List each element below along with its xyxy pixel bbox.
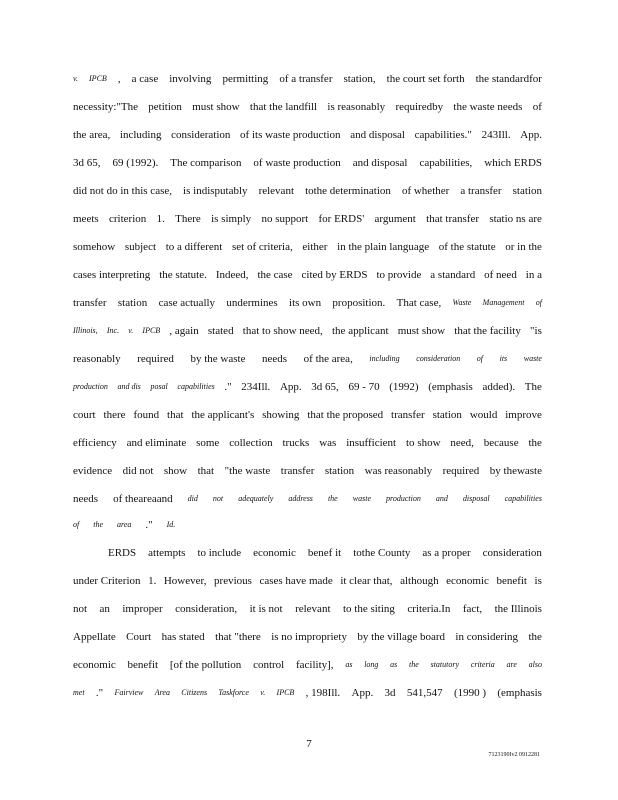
text-segment: of the statute xyxy=(438,241,496,253)
text-segment: of waste production xyxy=(253,157,341,169)
text-segment: ERDS xyxy=(108,547,137,559)
text-segment: it clear that, xyxy=(340,575,393,587)
text-segment: stated xyxy=(207,325,234,337)
text-segment: to the siting xyxy=(342,603,395,615)
text-segment: in considering xyxy=(455,631,519,643)
text-segment: Inc. xyxy=(106,326,120,335)
text-segment: because xyxy=(483,437,519,449)
text-segment: it is not xyxy=(249,603,283,615)
text-segment: that to show need, xyxy=(242,325,323,337)
text-segment: station, xyxy=(343,73,376,85)
text-segment: must show xyxy=(397,325,446,337)
text-segment: the xyxy=(528,631,542,643)
text-segment: (emphasis xyxy=(497,687,542,699)
text-line xyxy=(73,296,542,310)
text-segment: ." xyxy=(145,519,153,531)
text-segment: posal xyxy=(150,382,168,391)
document-id: 7123190Iv2 0912281 xyxy=(488,752,540,758)
text-line xyxy=(73,380,542,394)
text-segment: relevant xyxy=(258,185,295,197)
text-segment: somehow xyxy=(73,241,116,253)
text-segment: by the village board xyxy=(357,631,446,643)
text-segment: previous xyxy=(214,575,252,587)
text-segment: involving xyxy=(169,73,212,85)
text-segment: that xyxy=(167,409,184,421)
text-segment: that the landfill xyxy=(249,101,318,113)
text-line xyxy=(108,546,542,560)
text-segment: was reasonably xyxy=(364,465,433,477)
text-segment: capabilities." xyxy=(414,129,472,141)
text-line xyxy=(73,268,542,282)
text-line xyxy=(73,630,542,644)
text-segment: and eliminate xyxy=(126,437,187,449)
text-segment: v. xyxy=(128,326,134,335)
text-segment: "is xyxy=(530,325,542,337)
text-segment: the case xyxy=(257,269,293,281)
text-segment: and disposal xyxy=(352,157,408,169)
text-segment: relevant xyxy=(295,603,331,615)
text-line xyxy=(73,72,542,86)
text-segment: , again xyxy=(169,325,199,337)
text-segment: capabilities, xyxy=(419,157,473,169)
text-segment: petition xyxy=(148,101,182,113)
text-segment: is reasonably xyxy=(327,101,386,113)
text-segment: must show xyxy=(192,101,240,113)
text-segment: cases have made xyxy=(259,575,333,587)
text-line xyxy=(73,658,542,672)
text-segment: and disposal xyxy=(350,129,405,141)
text-segment: transfer xyxy=(391,409,425,421)
text-segment: the court set forth xyxy=(386,73,465,85)
text-segment: in a xyxy=(525,269,542,281)
text-segment: 3d 65, xyxy=(311,381,339,393)
text-segment: benef it xyxy=(307,547,342,559)
text-segment: show xyxy=(163,465,188,477)
text-segment: statutory xyxy=(430,660,460,669)
text-segment: a transfer xyxy=(460,185,502,197)
text-segment: subject xyxy=(124,241,157,253)
text-segment: (1990 ) xyxy=(453,687,487,699)
text-segment: station xyxy=(512,185,542,197)
text-segment: as xyxy=(345,660,353,669)
text-segment: the xyxy=(409,660,419,669)
text-segment: tothe County xyxy=(353,547,411,559)
text-segment: attempts xyxy=(148,547,186,559)
text-segment: by the waste xyxy=(190,353,246,365)
text-segment: That case, xyxy=(396,297,442,309)
text-segment: its xyxy=(499,354,508,363)
text-segment: the xyxy=(528,437,542,449)
text-segment: consideration, xyxy=(175,603,238,615)
text-segment: of need xyxy=(484,269,517,281)
text-segment: added). xyxy=(482,381,516,393)
text-segment: waste xyxy=(352,494,371,503)
text-segment: its own xyxy=(289,297,322,309)
text-segment: of the area, xyxy=(303,353,353,365)
text-segment: [of the pollution xyxy=(169,659,242,671)
text-segment: waste xyxy=(523,354,542,363)
text-segment: as xyxy=(390,660,398,669)
text-segment: although xyxy=(400,575,439,587)
text-segment: insufficient xyxy=(346,437,397,449)
text-segment: economic xyxy=(446,575,489,587)
text-line xyxy=(73,324,542,338)
text-segment: There xyxy=(175,213,201,225)
text-segment: a case xyxy=(131,73,159,85)
text-segment: of whether xyxy=(401,185,450,197)
text-segment: Citizens xyxy=(181,688,208,697)
text-segment: improper xyxy=(122,603,163,615)
text-segment: court xyxy=(73,409,96,421)
text-segment: criteria.In xyxy=(407,603,451,615)
text-segment: 1. xyxy=(156,213,165,225)
text-segment: the xyxy=(93,520,104,529)
text-segment: App. xyxy=(279,381,302,393)
text-segment: of xyxy=(535,298,542,307)
text-segment: that "there xyxy=(215,631,261,643)
text-segment: cases interpreting xyxy=(73,269,151,281)
text-segment: 3d xyxy=(384,687,396,699)
text-line xyxy=(73,436,542,450)
text-segment: or in the xyxy=(505,241,542,253)
text-segment: that transfer xyxy=(426,213,480,225)
text-segment: IPCB xyxy=(89,74,107,83)
text-segment: of its waste production xyxy=(240,129,341,141)
text-segment: including xyxy=(369,354,400,363)
text-segment: tothe determination xyxy=(305,185,391,197)
text-segment: Fairview xyxy=(114,688,144,697)
text-segment: Area xyxy=(154,688,170,697)
text-segment: would xyxy=(469,409,498,421)
text-segment: a standard xyxy=(430,269,476,281)
text-segment: need, xyxy=(450,437,474,449)
text-segment: to show xyxy=(405,437,441,449)
text-segment: did not do in this case, xyxy=(73,185,172,197)
text-segment: (emphasis xyxy=(428,381,473,393)
text-segment: Illinois, xyxy=(73,326,98,335)
text-segment: has stated xyxy=(161,631,205,643)
text-segment: Waste xyxy=(452,298,472,307)
text-segment: of xyxy=(532,101,542,113)
text-segment: meets xyxy=(73,213,99,225)
text-segment: necessity:"The xyxy=(73,101,138,113)
text-segment: either xyxy=(302,241,328,253)
text-segment: is simply xyxy=(211,213,252,225)
text-segment: trucks xyxy=(282,437,310,449)
text-segment: and xyxy=(435,494,448,503)
text-segment: station xyxy=(432,409,462,421)
text-segment: criterion xyxy=(108,213,147,225)
text-segment: argument xyxy=(374,213,416,225)
text-segment: However, xyxy=(163,575,207,587)
text-segment: 1. xyxy=(148,575,157,587)
text-segment: Management xyxy=(482,298,525,307)
text-segment: to a different xyxy=(165,241,223,253)
text-segment: economic xyxy=(73,659,116,671)
text-segment: there xyxy=(103,409,126,421)
text-segment: is indisputably xyxy=(183,185,248,197)
text-segment: set of criteria, xyxy=(231,241,293,253)
text-segment: economic xyxy=(253,547,296,559)
text-segment: efficiency xyxy=(73,437,117,449)
text-segment: which ERDS xyxy=(484,157,542,169)
text-segment: consideration xyxy=(416,354,461,363)
text-line xyxy=(73,518,542,532)
text-segment: production xyxy=(73,382,108,391)
text-segment: and dis xyxy=(117,382,141,391)
text-segment: by thewaste xyxy=(489,465,542,477)
text-segment: Court xyxy=(126,631,152,643)
text-segment: IPCB xyxy=(276,688,295,697)
text-segment: statio ns are xyxy=(489,213,542,225)
text-segment: of xyxy=(476,354,484,363)
text-line xyxy=(73,352,542,366)
text-segment: the xyxy=(327,494,338,503)
text-line xyxy=(73,492,542,506)
text-segment: , xyxy=(117,73,121,85)
text-segment: disposal xyxy=(462,494,490,503)
text-segment: fact, xyxy=(462,603,483,615)
text-segment: to include xyxy=(197,547,242,559)
text-segment: collection xyxy=(229,437,273,449)
text-segment: Taskforce xyxy=(218,688,249,697)
text-segment: v. xyxy=(260,688,266,697)
text-segment: of xyxy=(73,520,80,529)
text-segment: the waste needs xyxy=(453,101,523,113)
text-segment: area xyxy=(117,520,132,529)
text-segment: found xyxy=(133,409,160,421)
text-segment: case actually xyxy=(158,297,216,309)
text-segment: ." xyxy=(224,381,232,393)
text-line xyxy=(73,100,542,114)
text-segment: 3d 65, xyxy=(73,157,101,169)
text-line xyxy=(73,240,542,254)
text-segment: needs xyxy=(262,353,288,365)
text-line xyxy=(73,128,542,142)
text-segment: facility], xyxy=(295,659,334,671)
text-segment: that the facility xyxy=(454,325,521,337)
text-segment: for ERDS' xyxy=(318,213,365,225)
text-segment: are xyxy=(506,660,517,669)
text-segment: including xyxy=(119,129,162,141)
text-segment: capabilities xyxy=(177,382,215,391)
text-segment: address xyxy=(288,494,313,503)
text-segment: benefit xyxy=(496,575,527,587)
text-segment: required xyxy=(442,465,480,477)
text-segment: ." xyxy=(95,687,104,699)
text-segment: the statute. xyxy=(159,269,207,281)
text-segment: App. xyxy=(520,129,542,141)
text-segment: long xyxy=(364,660,379,669)
text-segment: under Criterion xyxy=(73,575,141,587)
page-number: 7 xyxy=(306,738,312,750)
text-segment: adequately xyxy=(238,494,274,503)
text-line xyxy=(73,464,542,478)
text-segment: is xyxy=(534,575,542,587)
text-segment: station xyxy=(324,465,355,477)
text-segment: The xyxy=(524,381,542,393)
text-segment: 234Ill. xyxy=(241,381,271,393)
text-segment: is no impropriety xyxy=(271,631,347,643)
text-segment: consideration xyxy=(171,129,231,141)
text-segment: The comparison xyxy=(170,157,242,169)
text-segment: IPCB xyxy=(142,326,161,335)
text-segment: 69 (1992). xyxy=(112,157,159,169)
text-segment: capabilities xyxy=(504,494,542,503)
text-segment: did xyxy=(187,494,198,503)
text-segment: no support xyxy=(261,213,309,225)
text-segment: , 198Ill. xyxy=(305,687,341,699)
text-segment: Appellate xyxy=(73,631,116,643)
text-segment: 69 - 70 xyxy=(348,381,380,393)
text-segment: production xyxy=(386,494,421,503)
text-segment: as a proper xyxy=(422,547,471,559)
text-segment: station xyxy=(117,297,148,309)
text-segment: Id. xyxy=(166,520,176,529)
text-segment: proposition. xyxy=(332,297,386,309)
text-segment: that the proposed xyxy=(307,409,384,421)
text-segment: to provide xyxy=(376,269,422,281)
text-segment: did not xyxy=(122,465,154,477)
text-segment: (1992) xyxy=(389,381,419,393)
text-segment: evidence xyxy=(73,465,113,477)
text-segment: the area, xyxy=(73,129,111,141)
text-segment: was xyxy=(319,437,337,449)
text-segment: benefit xyxy=(127,659,159,671)
text-segment: also xyxy=(528,660,542,669)
text-segment: permitting xyxy=(222,73,269,85)
text-segment: the applicant xyxy=(332,325,389,337)
text-segment: "the waste xyxy=(224,465,271,477)
text-segment: App. xyxy=(351,687,374,699)
text-segment: improve xyxy=(505,409,542,421)
text-segment: that xyxy=(197,465,215,477)
text-segment: v. xyxy=(73,74,78,83)
text-line xyxy=(73,574,542,588)
text-segment: transfer xyxy=(73,297,107,309)
text-segment: not xyxy=(212,494,224,503)
text-segment: undermines xyxy=(226,297,278,309)
text-segment: 243Ill. xyxy=(481,129,511,141)
text-segment: reasonably xyxy=(73,353,121,365)
text-line xyxy=(73,408,542,422)
text-segment: consideration xyxy=(482,547,542,559)
text-segment: needs xyxy=(73,493,99,505)
text-segment: the applicant's xyxy=(191,409,255,421)
text-segment: of a transfer xyxy=(279,73,333,85)
text-segment: not xyxy=(73,603,88,615)
text-segment: the Illinois xyxy=(494,603,542,615)
text-segment: required xyxy=(137,353,174,365)
text-line xyxy=(73,184,542,198)
text-segment: 541,547 xyxy=(406,687,443,699)
text-line xyxy=(73,602,542,616)
text-segment: transfer xyxy=(280,465,315,477)
text-segment: of theareaand xyxy=(113,493,173,505)
text-segment: met xyxy=(73,688,85,697)
text-segment: control xyxy=(253,659,285,671)
text-segment: criteria xyxy=(470,660,495,669)
text-segment: requiredby xyxy=(395,101,444,113)
text-segment: some xyxy=(196,437,220,449)
text-segment: the standardfor xyxy=(475,73,542,85)
text-segment: showing xyxy=(262,409,300,421)
text-segment: Indeed, xyxy=(215,269,249,281)
text-line xyxy=(73,212,542,226)
text-segment: in the plain language xyxy=(337,241,430,253)
text-line xyxy=(73,156,542,170)
text-line xyxy=(73,686,542,700)
text-segment: an xyxy=(99,603,110,615)
text-segment: cited by ERDS xyxy=(301,269,368,281)
